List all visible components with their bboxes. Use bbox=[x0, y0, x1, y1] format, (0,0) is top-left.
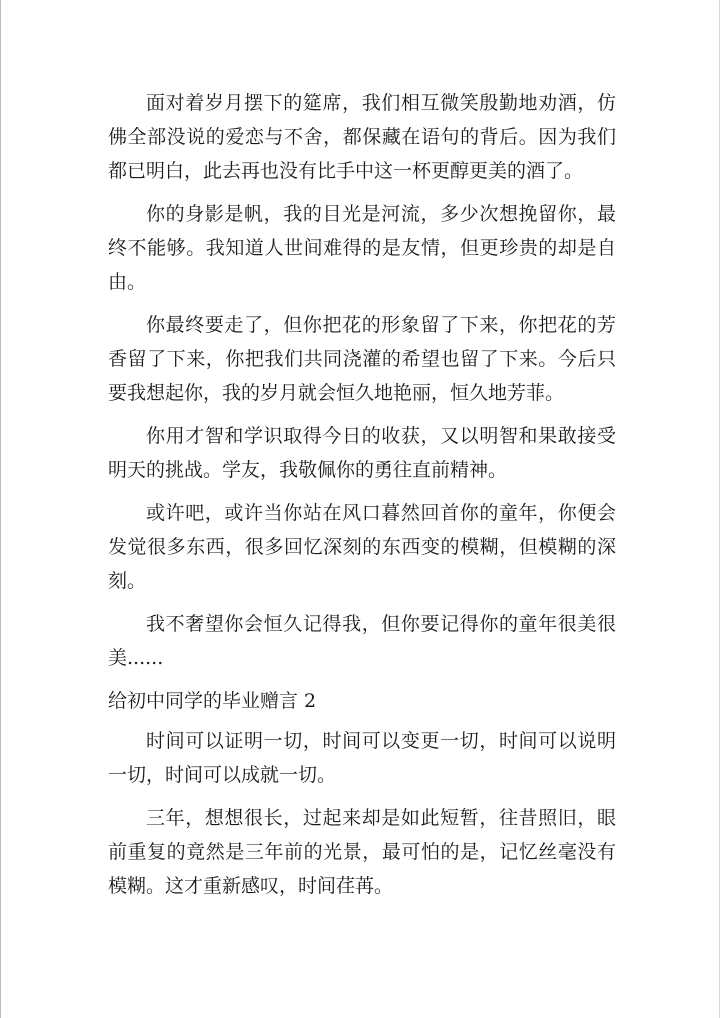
paragraph: 时间可以证明一切，时间可以变更一切，时间可以说明一切，时间可以成就一切。 bbox=[108, 730, 616, 786]
section-heading: 给初中同学的毕业赠言 2 bbox=[108, 690, 317, 712]
paragraph: 我不奢望你会恒久记得我，但你要记得你的童年很美很美...... bbox=[108, 613, 616, 669]
paragraph: 或许吧，或许当你站在风口暮然回首你的童年，你便会发觉很多东西，很多回忆深刻的东西变的模糊，但模糊的深刻。 bbox=[108, 502, 616, 592]
paragraph: 你最终要走了，但你把花的形象留了下来，你把花的芳香留了下来，你把我们共同浇灌的希望也留了下来。今后只要我想起你，我的岁月就会恒久地艳丽，恒久地芳菲。 bbox=[108, 314, 616, 404]
paragraph: 你的身影是帆，我的目光是河流，多少次想挽留你，最终不能够。我知道人世间难得的是友情，但更珍贵的却是自由。 bbox=[108, 203, 616, 293]
document-body bbox=[108, 86, 616, 912]
paragraph: 面对着岁月摆下的筵席，我们相互微笑殷勤地劝酒，仿佛全部没说的爱恋与不舍，都保藏在语句的背后。因为我们都已明白，此去再也没有比手中这一杯更醇更美的酒了。 bbox=[108, 92, 616, 182]
paragraph: 你用才智和学识取得今日的收获，又以明智和果敢接受明天的挑战。学友，我敬佩你的勇往直前精神。 bbox=[108, 425, 616, 481]
paragraph: 三年，想想很长，过起来却是如此短暂，往昔照旧，眼前重复的竟然是三年前的光景，最可怕的是，记忆丝毫没有模糊。这才重新感叹，时间荏苒。 bbox=[108, 807, 616, 897]
